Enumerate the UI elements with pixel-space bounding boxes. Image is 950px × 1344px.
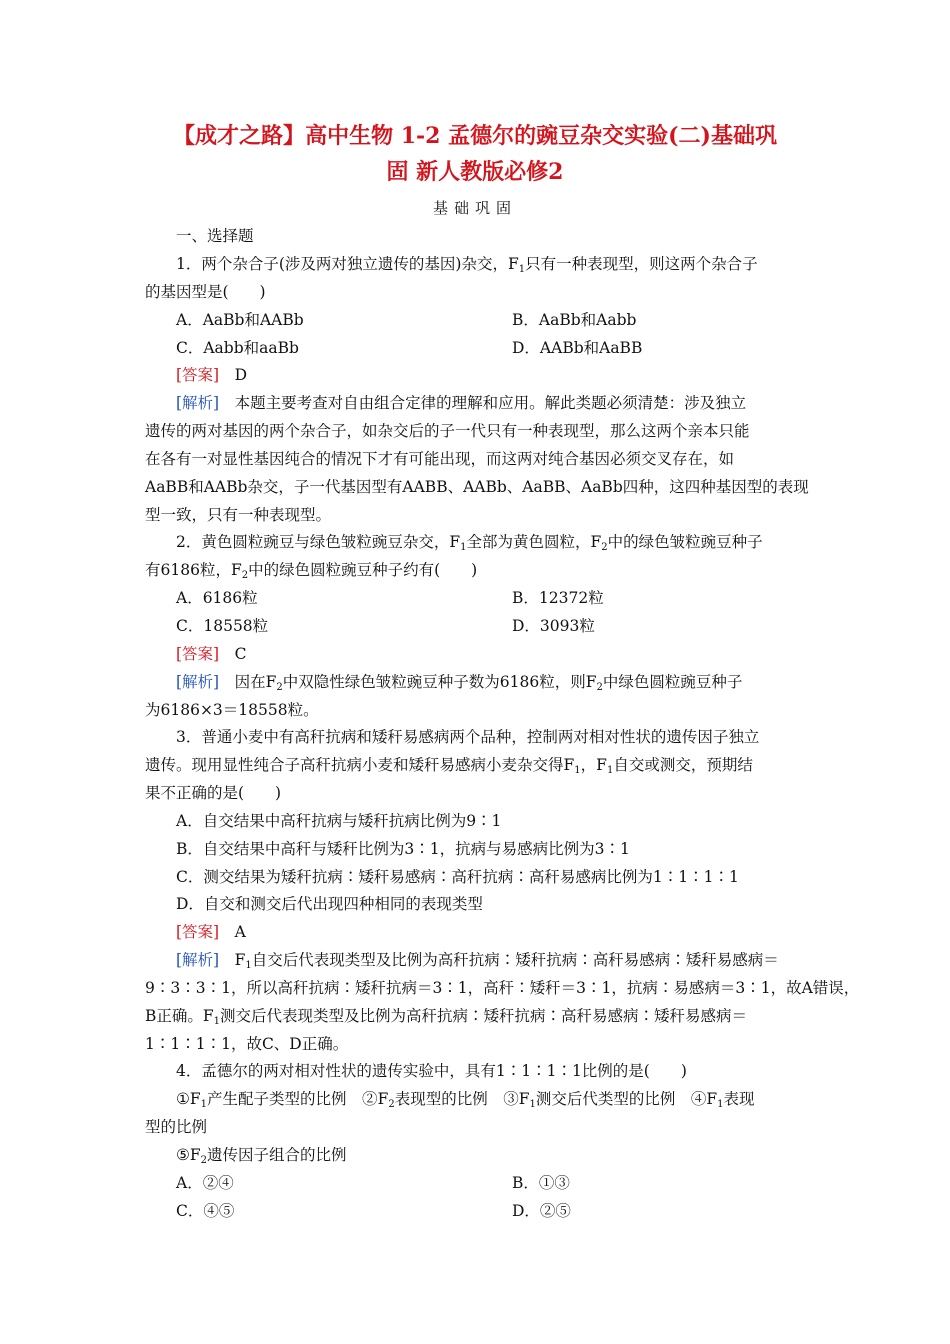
q1-analysis-5: 型一致，只有一种表现型。 xyxy=(145,506,332,524)
q4-stem: 4．孟德尔的两对相对性状的遗传实验中，具有1∶1∶1∶1比例的是( ) xyxy=(176,1062,687,1080)
q1-option-c: C．Aabb和aaBb xyxy=(176,339,299,357)
q4-item-5: $⑤F_2$遗传因子组合的比例 xyxy=(176,1146,347,1166)
q3-answer: [答案] A xyxy=(176,923,246,941)
q1-option-b: B．AaBb和Aabb xyxy=(512,311,637,329)
q3-stem: 3．普通小麦中有高秆抗病和矮秆易感病两个品种，控制两对相对性状的遗传因子独立 xyxy=(176,728,760,746)
q4-items-cont: 型的比例 xyxy=(145,1118,208,1136)
q3-analysis-2: 9∶3∶3∶1，所以高秆抗病∶矮秆抗病＝3∶1，高秆∶矮秆＝3∶1，抗病∶易感病＝3∶1，故A错误， xyxy=(145,979,860,997)
q2-stem-cont: 有6186粒，$F_2$中的绿色圆粒豌豆种子约有( ) xyxy=(145,561,478,581)
q2-analysis-2: 为6186×3＝18558粒。 xyxy=(145,701,319,719)
q4-option-b: B．①③ xyxy=(512,1174,570,1192)
q1-analysis-2: 遗传的两对基因的两个杂合子，如杂交后的子一代只有一种表现型，那么这两个亲本只能 xyxy=(145,422,750,440)
document-title xyxy=(130,118,820,190)
q4-option-d: D．②⑤ xyxy=(512,1202,571,1220)
q3-option-c: C．测交结果为矮秆抗病∶矮秆易感病∶高秆抗病∶高秆易感病比例为1∶1∶1∶1 xyxy=(176,868,739,886)
q4-option-a: A．②④ xyxy=(176,1174,234,1192)
q2-option-d: D．3093粒 xyxy=(512,617,595,635)
q1-analysis: [解析] 本题主要考查对自由组合定律的理解和应用。解此类题必须清楚：涉及独立 xyxy=(176,394,747,412)
title-line-2: 固 新人教版必修2 xyxy=(386,159,564,185)
q3-analysis-3: B正确。$F_1$测交后代表现类型及比例为高秆抗病∶矮秆抗病∶高秆易感病∶矮秆易感病＝ xyxy=(145,1007,748,1027)
q1-option-d: D．AABb和AaBB xyxy=(512,339,643,357)
q3-stem-2: 遗传。现用显性纯合子高秆抗病小麦和矮秆易感病小麦杂交得$F_1$，$F_1$自交或测交，预期结 xyxy=(145,756,753,776)
q4-option-c: C．④⑤ xyxy=(176,1202,235,1220)
section-subhead: 基础巩固 xyxy=(432,199,517,217)
section-heading: 一、选择题 xyxy=(176,227,254,245)
q1-answer: [答案] D xyxy=(176,366,248,384)
q1-stem: 1．两个杂合子(涉及两对独立遗传的基因)杂交，$F_1$只有一种表现型，则这两个杂合子 xyxy=(176,255,758,275)
q3-option-a: A．自交结果中高秆抗病与矮秆抗病比例为9∶1 xyxy=(176,812,502,830)
q2-option-b: B．12372粒 xyxy=(512,589,604,607)
q3-option-d: D．自交和测交后代出现四种相同的表现类型 xyxy=(176,895,483,913)
q3-stem-3: 果不正确的是( ) xyxy=(145,784,282,802)
q1-stem-cont: 的基因型是( ) xyxy=(145,283,266,301)
q2-option-c: C．18558粒 xyxy=(176,617,269,635)
q1-analysis-4: AaBB和AABb杂交，子一代基因型有AABB、AABb、AaBB、AaBb四种，这四种基因型的表现 xyxy=(145,478,809,496)
q2-stem: 2．黄色圆粒豌豆与绿色皱粒豌豆杂交，$F_1$全部为黄色圆粒，$F_2$中的绿色皱粒豌豆种子 xyxy=(176,533,763,553)
q3-option-b: B．自交结果中高秆与矮秆比例为3∶1，抗病与易感病比例为3∶1 xyxy=(176,840,630,858)
q2-answer: [答案] C xyxy=(176,645,247,663)
q3-analysis-4: 1∶1∶1∶1，故C、D正确。 xyxy=(145,1035,349,1053)
q4-items: $①F_1$产生配子类型的比例 $②F_2$表现型的比例 $③F_1$测交后代类型的比例 $④F_1$表现 xyxy=(176,1090,755,1110)
q1-option-a: A．AaBb和AABb xyxy=(176,311,304,329)
q2-option-a: A．6186粒 xyxy=(176,589,258,607)
q3-analysis: [解析] $F_1$自交后代表现类型及比例为高秆抗病∶矮秆抗病∶高秆易感病∶矮秆易感病＝ xyxy=(176,951,779,971)
q2-analysis: [解析] 因在$F_2$中双隐性绿色皱粒豌豆种子数为6186粒，则$F_2$中绿色圆粒豌豆种子 xyxy=(176,673,743,693)
title-line-1: 【成才之路】高中生物 1-2 孟德尔的豌豆杂交实验(二)基础巩 xyxy=(173,123,777,149)
q1-analysis-3: 在各有一对显性基因纯合的情况下才有可能出现，而这两对纯合基因必须交叉存在，如 xyxy=(145,450,735,468)
